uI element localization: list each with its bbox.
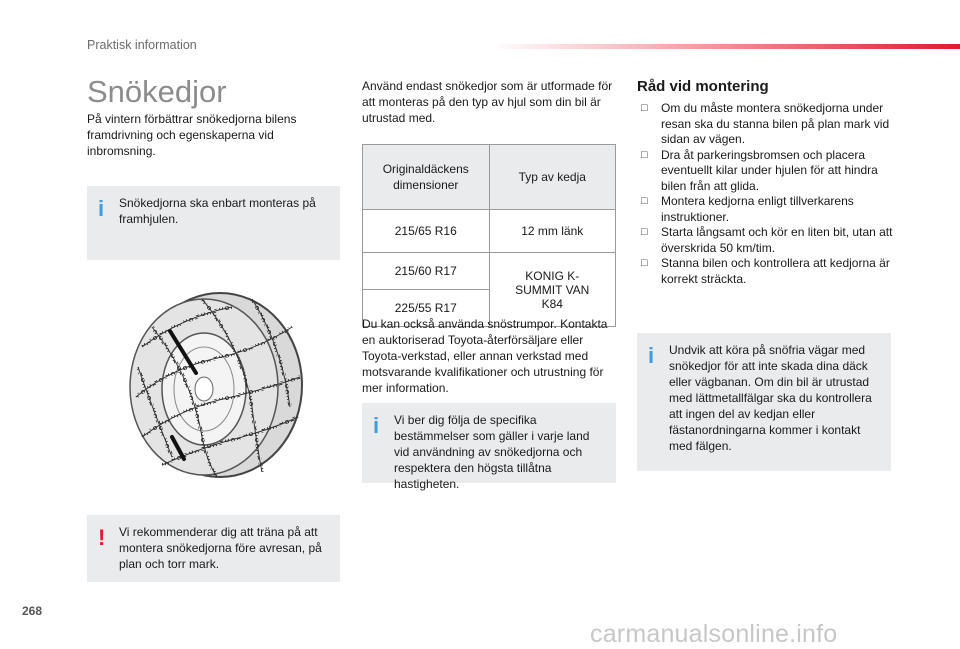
chain-table [362,144,616,327]
list-item [637,194,893,225]
table-cell: 215/60 R17 [363,253,490,290]
checkbox-bullet-icon: □ [641,195,648,207]
note-regulations [362,403,616,491]
checkbox-bullet-icon: □ [641,148,648,161]
note-text: Vi rekommenderar dig att träna på att montera snökedjorna före avresan, på plan och torr mark. [119,525,322,571]
list-item-text: Stanna bilen och kontrollera att kedjorna är korrekt sträckta. [661,256,890,286]
checkbox-bullet-icon: □ [641,102,648,114]
chain-type-paragraph: Använd endast snökedjor som är utformade för att monteras på den typ av hjul som din bil är utrustad med. [362,79,613,125]
page-title: Snökedjor [87,74,227,109]
table-cell: KONIG K-SUMMIT VAN K84 [489,253,616,327]
mounting-heading: Råd vid montering [637,78,769,95]
list-item-text: Om du måste montera snökedjorna under resan ska du stanna bilen på plan mark vid sidan av vägen. [661,101,890,146]
list-item [637,256,893,287]
note-text: Vi ber dig följa de specifika bestämmelser som gäller i varje land vid användning av snökedjorna och respektera den högsta tillåtna hastigheten. [394,413,590,491]
list-item [637,225,893,256]
info-icon: i [98,196,105,221]
mounting-list [637,101,893,287]
list-item [637,101,893,148]
table-cell: 215/65 R16 [363,210,490,253]
watermark: carmanualsonline.info [590,620,838,648]
note-practice [87,515,340,582]
info-icon: i [373,413,380,438]
table-cell: 12 mm länk [489,210,616,253]
table-row [363,253,616,290]
intro-paragraph: På vintern förbättrar snökedjorna bilens framdrivning och egenskaperna vid inbromsning. [87,112,297,158]
checkbox-bullet-icon: □ [641,257,648,269]
table-header-row [363,145,616,210]
table-cell: 225/55 R17 [363,290,490,327]
checkbox-bullet-icon: □ [641,226,648,238]
table-header: Typ av kedja [489,145,616,210]
warning-icon: ! [98,525,106,550]
list-item [637,148,893,195]
list-item-text: Montera kedjorna enligt tillverkarens instruktioner. [661,194,854,224]
header-accent-bar [492,44,960,49]
note-text: Undvik att köra på snöfria vägar med snökedjor för att inte skada dina däck eller vägbanan. Om din bil är utrustad med lättmetallfälgar ska du kontrollera att ingen del av kedjan eller fästanordningarna kommer i kontakt med fälgen. [669,343,872,453]
page-number: 268 [22,604,43,618]
note-avoid-snowfree [637,333,891,471]
snow-socks-paragraph: Du kan också använda snöstrumpor. Kontakta en auktoriserad Toyota-återförsäljare eller Toyota-verkstad, eller annan verkstad med motsvarande kvalifikationer och utrustning för mer information. [362,317,608,395]
section-label: Praktisk information [87,38,197,52]
note-text: Snökedjorna ska enbart monteras på framhjulen. [119,196,316,226]
note-front-wheels [87,186,340,260]
list-item-text: Starta långsamt och kör en liten bit, utan att överskrida 50 km/tim. [661,225,893,255]
list-item-text: Dra åt parkeringsbromsen och placera eventuellt kilar under hjulen för att hindra bilen från att glida. [661,147,878,193]
table-header: Originaldäckens dimensioner [363,145,490,210]
table-row [363,210,616,253]
info-icon: i [648,343,655,368]
tire-chain-illustration [122,287,308,483]
